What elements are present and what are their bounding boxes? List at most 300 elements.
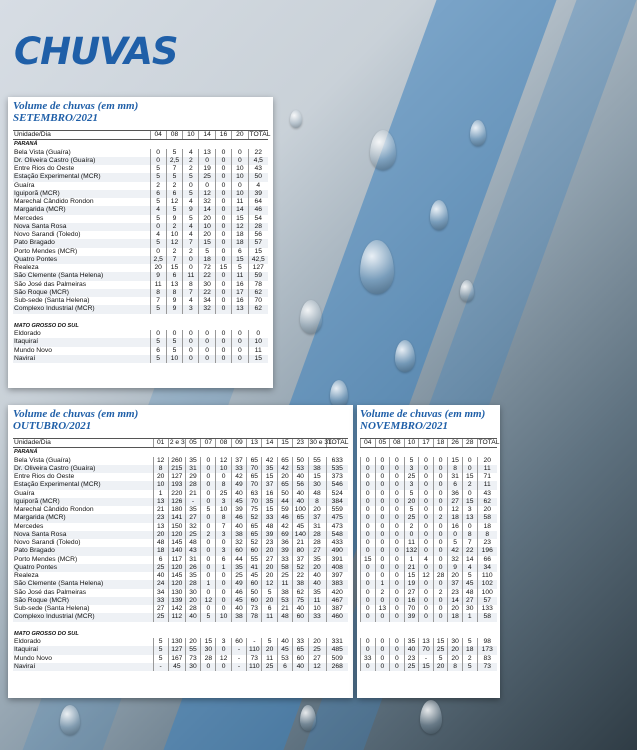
rain-value: 57 — [248, 239, 268, 247]
column-header: 10 — [183, 131, 199, 140]
rain-value: 0 — [361, 514, 376, 522]
rain-value: 0 — [232, 149, 248, 157]
unit-name: Realeza — [14, 264, 39, 272]
rain-value: 1 — [153, 490, 168, 498]
rain-value: 30 — [462, 605, 477, 613]
rain-value: 0 — [375, 465, 390, 473]
rain-value: 37 — [308, 514, 326, 522]
rain-value: 65 — [247, 523, 262, 531]
rain-value: 7 — [166, 165, 182, 173]
rain-value: 2 — [166, 248, 182, 256]
rain-value: 13 — [153, 523, 168, 531]
rain-value: 2,5 — [150, 256, 166, 264]
unit-name: Entre Rios do Oeste — [14, 165, 75, 173]
unit-name: Porto Mendes (MCR) — [14, 555, 78, 563]
column-header: TOTAL — [249, 131, 271, 139]
rain-value: 133 — [477, 605, 497, 613]
rain-value: 15 — [166, 264, 182, 272]
rain-value: 0 — [433, 547, 448, 555]
rain-value: 0 — [419, 498, 434, 506]
unit-name: Mercedes — [14, 522, 44, 530]
rain-value: 0 — [419, 564, 434, 572]
rain-value: 384 — [326, 498, 348, 506]
rain-value: 21 — [153, 506, 168, 514]
unit-name: Mercedes — [14, 214, 44, 222]
rain-value: 6 — [150, 347, 166, 355]
table-row — [13, 473, 348, 481]
rain-value: 5 — [150, 215, 166, 223]
region-label: PARANÁ — [14, 141, 38, 148]
region-header — [13, 630, 348, 638]
rain-value: 5 — [201, 506, 216, 514]
rain-value: 0 — [390, 531, 405, 539]
rain-value: 58 — [477, 613, 497, 621]
table-row — [361, 523, 498, 531]
rain-value: 0 — [361, 646, 376, 654]
rain-value: 33 — [262, 514, 277, 522]
rain-value: 2 — [433, 589, 448, 597]
rain-value: 20 — [308, 638, 326, 646]
rain-value: 0 — [199, 347, 215, 355]
rain-value: 0 — [215, 206, 231, 214]
rain-value: 0 — [375, 473, 390, 481]
rain-value: 30 — [308, 481, 326, 489]
column-header: 30 e 31 — [309, 439, 332, 447]
rain-value: 0 — [201, 514, 216, 522]
table-row — [13, 514, 348, 522]
rain-value: 5 — [150, 165, 166, 173]
rain-value: 58 — [477, 514, 497, 522]
rain-value: 52 — [247, 514, 262, 522]
rain-value: 0 — [433, 613, 448, 621]
rain-value: 78 — [248, 281, 268, 289]
rain-value: 28 — [248, 223, 268, 231]
rain-value: 10 — [308, 605, 326, 613]
column-header: 16 — [215, 131, 231, 140]
rain-value: 0 — [216, 572, 231, 580]
rain-value: 40 — [308, 572, 326, 580]
column-header: Unidade/Dia — [13, 131, 150, 140]
rain-value: 331 — [326, 638, 348, 646]
rain-value: 45 — [293, 523, 308, 531]
rain-value: 0 — [419, 481, 434, 489]
rain-value: 23 — [477, 539, 497, 547]
unit-name: Marechal Cândido Rondon — [14, 198, 94, 206]
rain-value: 6 — [277, 663, 292, 671]
rain-value: 38 — [277, 589, 292, 597]
rain-value: 420 — [326, 589, 348, 597]
table-row — [13, 597, 348, 605]
rain-value: 13 — [232, 305, 248, 313]
rain-value: 9 — [166, 305, 182, 313]
rain-value: 40 — [404, 646, 419, 654]
rain-value: 467 — [326, 597, 348, 605]
rain-value: 7 — [183, 289, 199, 297]
rain-value: 48 — [277, 613, 292, 621]
table-row — [13, 523, 348, 531]
rain-value: 55 — [308, 457, 326, 465]
rain-value: 5 — [183, 173, 199, 181]
rain-value: 20 — [448, 646, 463, 654]
rain-value: 70 — [419, 646, 434, 654]
rain-value: 100 — [477, 589, 497, 597]
rain-value: 0 — [375, 564, 390, 572]
rain-value: 0 — [419, 473, 434, 481]
rain-value: 0 — [215, 272, 231, 280]
unit-name: Margarida (MCR) — [13, 206, 150, 214]
rain-value: 44 — [277, 498, 292, 506]
rain-value: 50 — [248, 173, 268, 181]
rain-value: 139 — [168, 597, 185, 605]
rain-value: 60 — [247, 580, 262, 588]
rain-value: 20 — [308, 564, 326, 572]
rain-value: 0 — [375, 531, 390, 539]
rain-value: 2 — [433, 514, 448, 522]
region-label: MATO GROSSO DO SUL — [14, 630, 79, 637]
rain-value: 5 — [150, 198, 166, 206]
rain-value: 524 — [326, 490, 348, 498]
rain-value: 112 — [168, 613, 185, 621]
rain-value: 27 — [153, 605, 168, 613]
unit-name: Novo Sarandi (Toledo) — [14, 539, 81, 547]
raindrop — [395, 340, 415, 372]
rain-value: 16 — [232, 281, 248, 289]
rain-value: 53 — [277, 655, 292, 663]
rain-value: 25 — [185, 531, 200, 539]
table-row — [13, 198, 268, 206]
rain-value: 0 — [433, 564, 448, 572]
rain-value: 1 — [404, 556, 419, 564]
unit-name: Dr. Oliveira Castro (Guaíra) — [13, 465, 153, 473]
rain-value: 0 — [201, 547, 216, 555]
rain-value: 46 — [248, 206, 268, 214]
table-row — [361, 655, 498, 663]
rain-value: 30 — [199, 281, 215, 289]
rain-value: 5 — [183, 215, 199, 223]
rain-value: 0 — [390, 506, 405, 514]
rain-value: 31 — [448, 473, 463, 481]
rain-value: 63 — [247, 490, 262, 498]
rain-value: 0 — [361, 572, 376, 580]
unit-name: Novo Sarandi (Toledo) — [14, 231, 81, 239]
rain-value: 12 — [216, 457, 231, 465]
rain-value: 39 — [404, 613, 419, 621]
rain-value: 40 — [293, 490, 308, 498]
table-row — [361, 580, 498, 588]
rain-value: 60 — [231, 547, 246, 555]
unit-name: Iguiporã (MCR) — [13, 190, 150, 198]
rain-value: 5 — [201, 613, 216, 621]
rain-value: 22 — [462, 547, 477, 555]
table-row — [13, 490, 348, 498]
rain-value: 8 — [462, 531, 477, 539]
rain-value: 72 — [199, 264, 215, 272]
rain-value: 10 — [216, 506, 231, 514]
table-row — [361, 605, 498, 613]
rain-value: 127 — [248, 264, 268, 272]
rain-value: 180 — [168, 506, 185, 514]
rain-value: 0 — [183, 347, 199, 355]
rain-value: 35 — [404, 638, 419, 646]
rain-value: 5 — [153, 655, 168, 663]
rain-value: 15 — [308, 473, 326, 481]
outubro-table — [13, 438, 348, 671]
rain-value: 535 — [326, 465, 348, 473]
rain-value: 9 — [166, 215, 182, 223]
rain-value: 0 — [216, 605, 231, 613]
table-row — [13, 305, 268, 313]
rain-value: 27 — [404, 589, 419, 597]
page-title: CHUVAS — [14, 30, 178, 73]
rain-value: 31 — [308, 523, 326, 531]
rain-value: 120 — [168, 531, 185, 539]
rain-value: 0 — [433, 523, 448, 531]
rain-value: 30 — [185, 663, 200, 671]
rain-value: 3 — [216, 547, 231, 555]
rain-value: 18 — [199, 256, 215, 264]
unit-name: São Clemente (Santa Helena) — [13, 272, 150, 280]
rain-value: 65 — [293, 514, 308, 522]
rain-value: 20 — [308, 506, 326, 514]
rain-value: 0 — [419, 613, 434, 621]
rain-value: 12 — [232, 223, 248, 231]
rain-value: 18 — [448, 514, 463, 522]
rain-value: 48 — [262, 523, 277, 531]
rain-value: 45 — [277, 646, 292, 654]
column-header: 01 — [153, 439, 168, 448]
rain-value: 196 — [477, 547, 497, 555]
unit-name: Guaíra — [14, 181, 35, 189]
unit-name: Pato Bragado — [13, 239, 150, 247]
unit-name: Itaquiraí — [13, 646, 153, 654]
rain-value: 73 — [477, 663, 497, 671]
table-row — [361, 514, 498, 522]
rain-value: 110 — [477, 572, 497, 580]
rain-value: 0 — [361, 506, 376, 514]
column-header: 17 — [419, 439, 434, 448]
rain-value: 0 — [215, 248, 231, 256]
rain-value: 0 — [375, 514, 390, 522]
rain-value: 8 — [153, 465, 168, 473]
rain-value: 57 — [477, 597, 497, 605]
raindrop — [290, 110, 302, 128]
rain-value: 20 — [199, 215, 215, 223]
rain-value: 45 — [231, 498, 246, 506]
rain-value: 30 — [185, 589, 200, 597]
rain-value: 0 — [215, 198, 231, 206]
rain-value: 5 — [433, 655, 448, 663]
rain-value: 0 — [419, 539, 434, 547]
rain-value: 5 — [150, 338, 166, 346]
rain-value: 45 — [247, 572, 262, 580]
rain-value: 220 — [168, 490, 185, 498]
table-row — [361, 506, 498, 514]
unit-name: Quatro Pontes — [13, 256, 150, 264]
rain-value: 0 — [390, 580, 405, 588]
unit-name: São José das Palmeiras — [14, 588, 87, 596]
rain-value: 53 — [293, 465, 308, 473]
rain-value: 548 — [326, 531, 348, 539]
table-row — [13, 580, 348, 588]
unit-name: São José das Palmeiras — [14, 280, 87, 288]
rain-value: 0 — [375, 498, 390, 506]
rain-value: 25 — [308, 646, 326, 654]
rain-value: 490 — [326, 547, 348, 555]
rain-value: 73 — [247, 655, 262, 663]
rain-value: 0 — [390, 523, 405, 531]
rain-value: 173 — [477, 646, 497, 654]
rain-value: 3 — [183, 305, 199, 313]
rain-value: 2 — [166, 223, 182, 231]
rain-value: 0 — [183, 338, 199, 346]
rain-value: 27 — [448, 498, 463, 506]
rain-value: 49 — [231, 580, 246, 588]
rain-value: 35 — [231, 564, 246, 572]
rain-value: 12 — [153, 457, 168, 465]
rain-value: 40 — [231, 523, 246, 531]
rain-value: 13 — [199, 149, 215, 157]
rain-value: 15 — [248, 248, 268, 256]
rain-value: 0 — [150, 248, 166, 256]
rain-value: 0 — [150, 149, 166, 157]
rain-value: 0 — [361, 589, 376, 597]
rain-value: 83 — [477, 655, 497, 663]
table-row — [361, 547, 498, 555]
column-header: 20 — [232, 131, 248, 140]
unit-name: Guaíra — [14, 489, 35, 497]
rain-value: 30 — [201, 646, 216, 654]
rain-value: 59 — [248, 272, 268, 280]
column-header: 05 — [185, 439, 200, 448]
table-row — [13, 613, 348, 621]
table-row — [361, 556, 498, 564]
table-row — [13, 165, 268, 173]
rain-value: 65 — [277, 481, 292, 489]
rain-value: 4 — [150, 231, 166, 239]
rain-value: 15 — [462, 498, 477, 506]
rain-value: 65 — [247, 531, 262, 539]
rain-value: 12 — [201, 597, 216, 605]
table-row — [361, 663, 498, 671]
rain-value: 391 — [326, 556, 348, 564]
novembro-card — [357, 405, 500, 698]
rain-value: 50 — [277, 490, 292, 498]
rain-value: 23 — [262, 539, 277, 547]
rain-value: - — [231, 655, 246, 663]
rain-value: 145 — [168, 572, 185, 580]
rain-value: 11 — [232, 198, 248, 206]
rain-value: 0 — [375, 613, 390, 621]
rain-value: 62 — [293, 589, 308, 597]
rain-value: 48 — [153, 539, 168, 547]
rain-value: 1 — [375, 580, 390, 588]
rain-value: 70 — [248, 297, 268, 305]
rain-value: 0 — [390, 547, 405, 555]
rain-value: 20 — [262, 564, 277, 572]
rain-value: 8 — [150, 289, 166, 297]
table-row — [13, 347, 268, 355]
rain-value: 39 — [277, 547, 292, 555]
rain-value: 0 — [215, 305, 231, 313]
rain-value: 8 — [448, 663, 463, 671]
rain-value: 0 — [375, 638, 390, 646]
rain-value: 0 — [248, 330, 268, 338]
table-row — [13, 289, 268, 297]
rain-value: 69 — [277, 531, 292, 539]
rain-value: 20 — [150, 264, 166, 272]
region-label — [361, 448, 498, 457]
rain-value: 62 — [248, 305, 268, 313]
rain-value: 633 — [326, 457, 348, 465]
rain-value: 35 — [308, 589, 326, 597]
rain-value: 0 — [201, 457, 216, 465]
rain-value: 11 — [150, 281, 166, 289]
rain-value: 6 — [166, 272, 182, 280]
rain-value: 0 — [201, 523, 216, 531]
rain-value: 0 — [361, 605, 376, 613]
rain-value: 4,5 — [248, 157, 268, 165]
rain-value: 20 — [262, 646, 277, 654]
rain-value: - — [419, 655, 434, 663]
rain-value: 23 — [448, 589, 463, 597]
rain-value: 55 — [247, 556, 262, 564]
rain-value: 5 — [462, 663, 477, 671]
rain-value: 0 — [183, 355, 199, 363]
column-header: 26 — [448, 439, 463, 448]
rain-value: 14 — [199, 206, 215, 214]
rain-value: 32 — [231, 539, 246, 547]
rain-value: 5 — [150, 173, 166, 181]
rain-value: 0 — [183, 256, 199, 264]
rain-value: 1 — [216, 564, 231, 572]
rain-value: 0 — [232, 338, 248, 346]
rain-value: 0 — [390, 473, 405, 481]
rain-value: 20 — [199, 231, 215, 239]
rain-value: 42 — [262, 457, 277, 465]
column-header: 14 — [199, 131, 215, 140]
rain-value: 10 — [166, 355, 182, 363]
rain-value: 25 — [199, 173, 215, 181]
rain-value: 39 — [262, 531, 277, 539]
rain-value: 15 — [262, 473, 277, 481]
rain-value: 126 — [168, 498, 185, 506]
rain-value: 130 — [168, 638, 185, 646]
rain-value: 28 — [308, 539, 326, 547]
rain-value: 0 — [433, 539, 448, 547]
rain-value: 0 — [419, 465, 434, 473]
rain-value: 260 — [168, 457, 185, 465]
rain-value: 8 — [477, 531, 497, 539]
rain-value: 8 — [183, 281, 199, 289]
rain-value: 21 — [293, 539, 308, 547]
rain-value: 15 — [361, 556, 376, 564]
rain-value: 0 — [215, 256, 231, 264]
rain-value: 0 — [419, 523, 434, 531]
setembro-subtitle: SETEMBRO/2021 — [13, 112, 98, 124]
unit-name: Sub-sede (Santa Helena) — [14, 605, 90, 613]
unit-name: Pato Bragado — [13, 547, 153, 555]
rain-value: 6 — [216, 556, 231, 564]
rain-value: 48 — [308, 490, 326, 498]
rain-value: 2 — [462, 481, 477, 489]
table-row — [13, 539, 348, 547]
rain-value: 62 — [248, 289, 268, 297]
column-header: 13 — [247, 439, 262, 448]
rain-value: 22 — [199, 272, 215, 280]
column-header: 05 — [375, 439, 390, 448]
rain-value: 0 — [232, 355, 248, 363]
rain-value: 0 — [433, 473, 448, 481]
